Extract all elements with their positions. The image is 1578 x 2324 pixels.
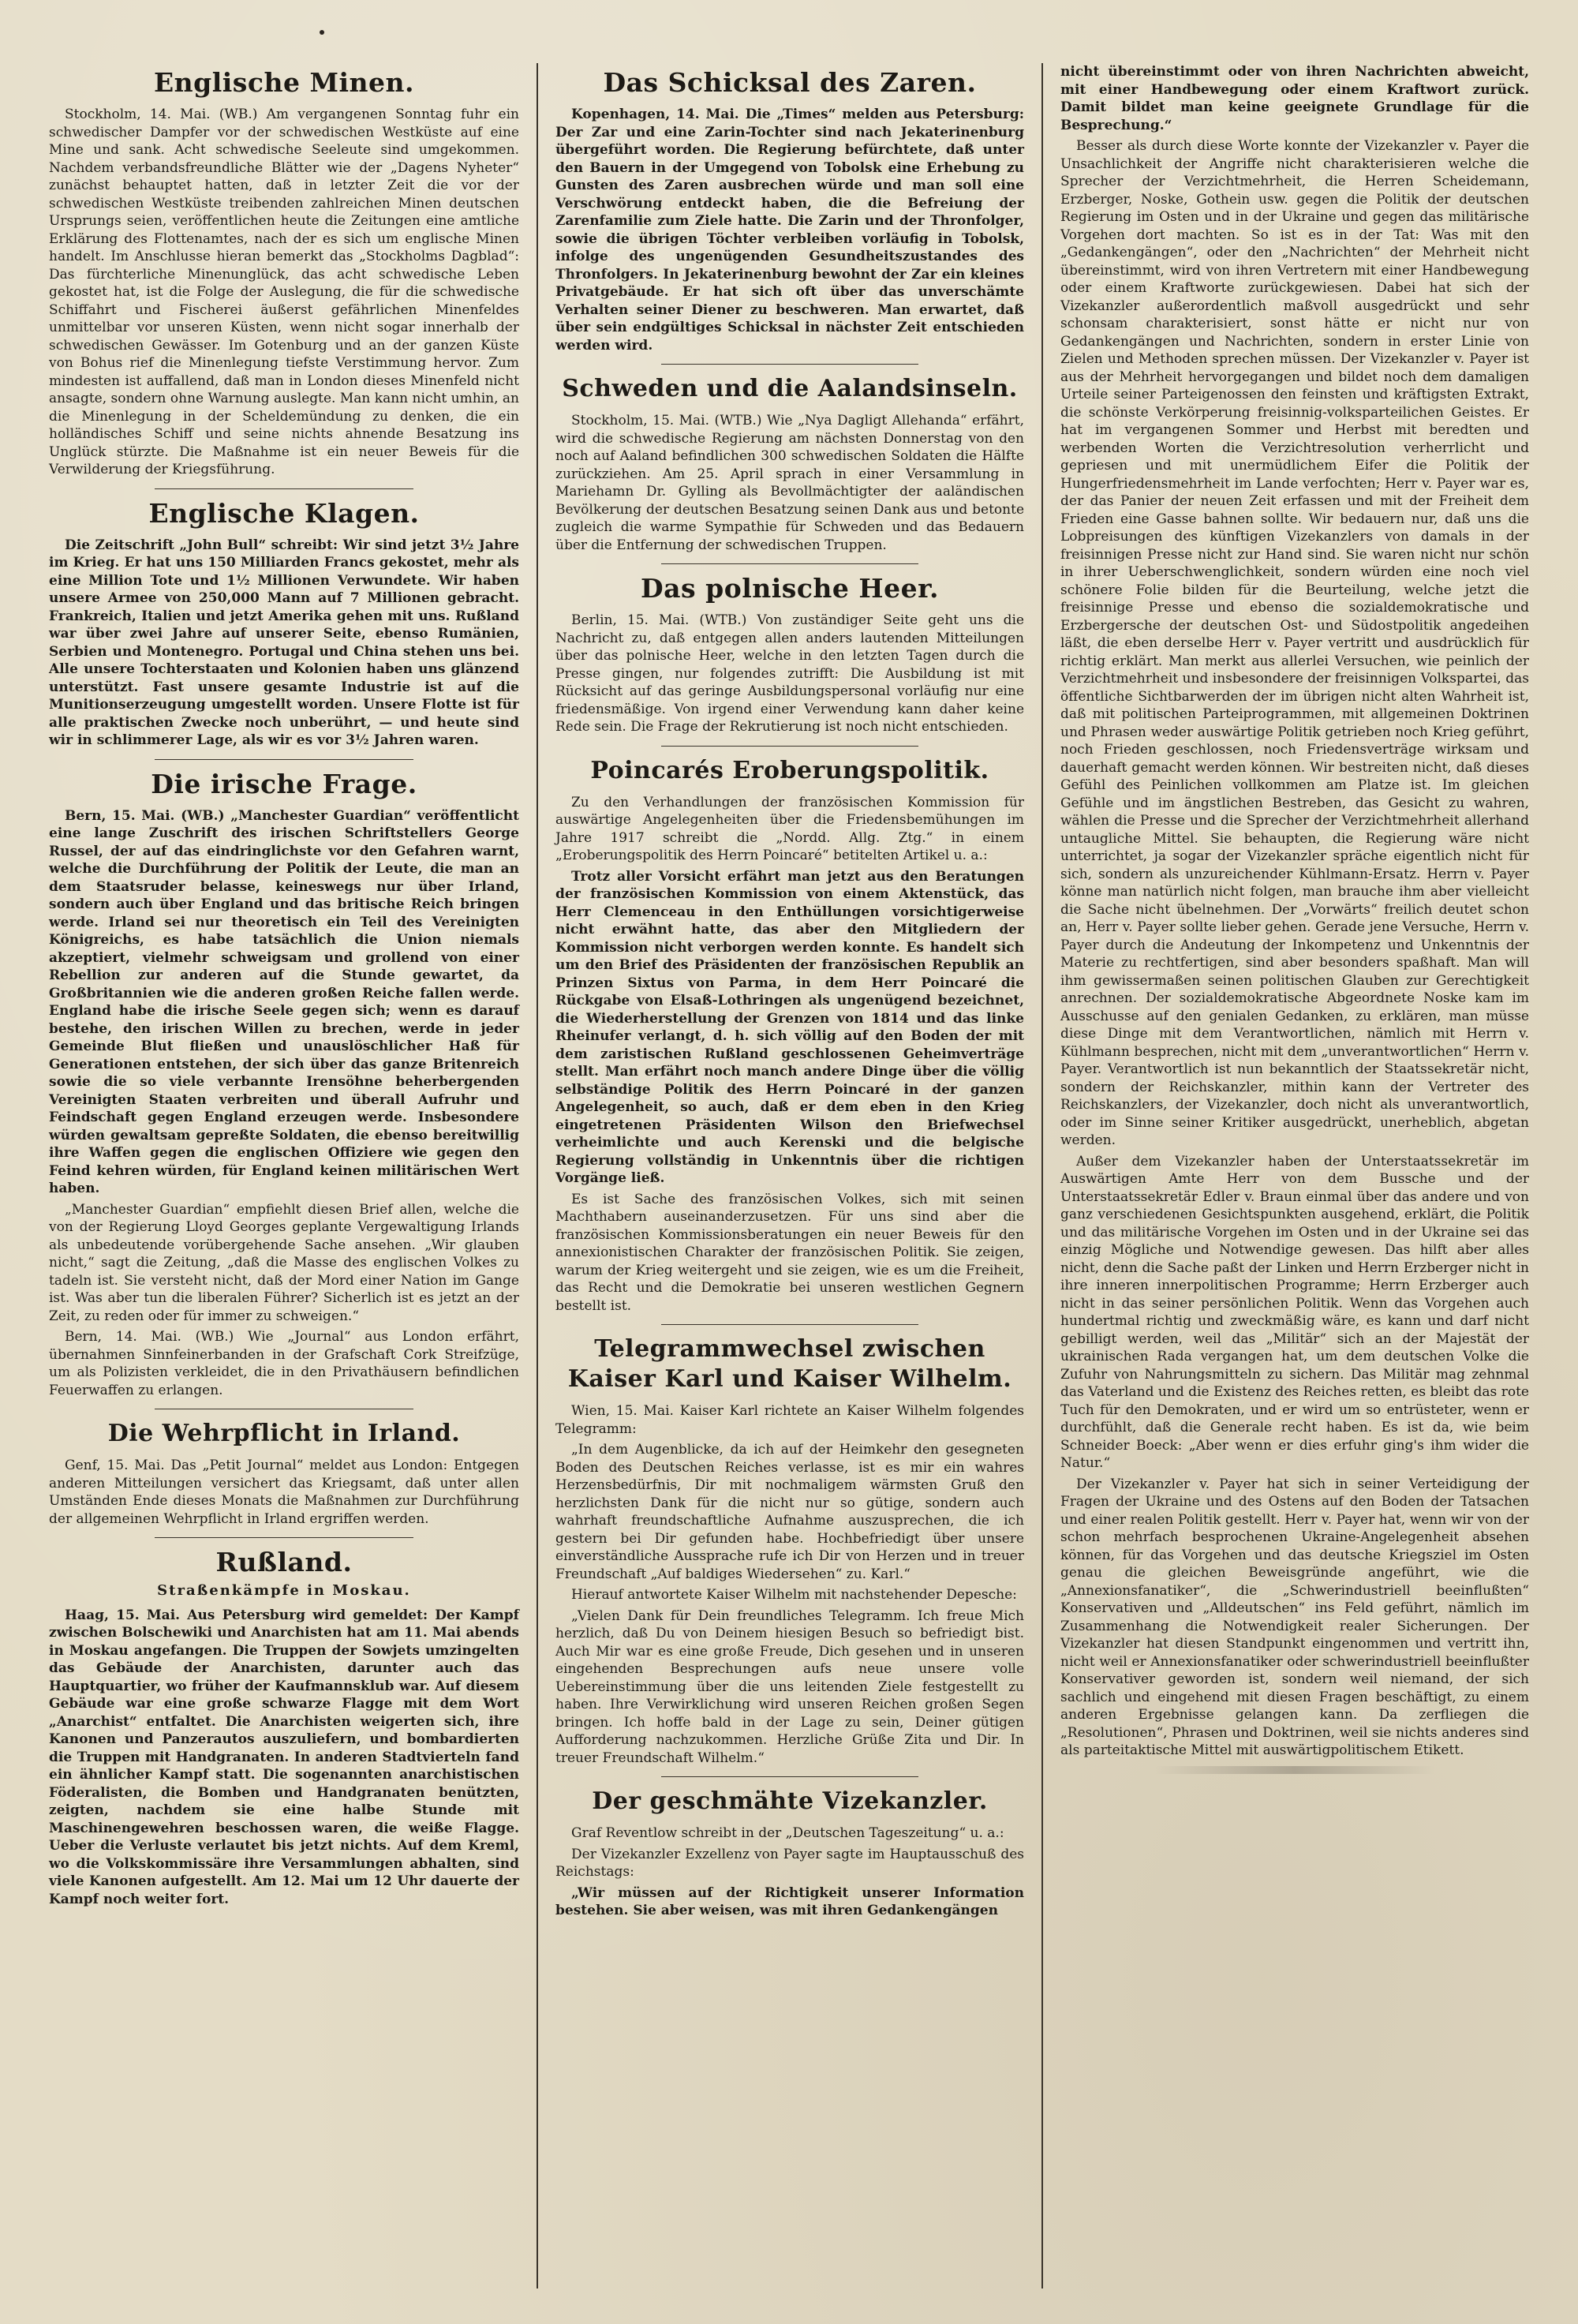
article-polnische-heer <box>555 612 1024 736</box>
printer-mark <box>320 30 324 35</box>
paragraph: „Vielen Dank für Dein freundliches Telegramm. Ich freue Mich herzlich, daß Du von Deinem hiesigen Besuch so befriedigt bist. Auch Mir war es eine große Freude, Dich gesehen und in unseren eingehenden Besprechungen aufs neue unsere volle Uebereinstimmung über die uns leitenden Ziele festgestellt zu haben. Ihre Verwirklichung wird unseren Reichen großen Segen bringen. Ich hoffe bald in der Lage zu sein, Deiner gütigen Aufforderung nachzukommen. Herzliche Grüße Zita und Dir. In treuer Freundschaft Wilhelm.“ <box>555 1607 1024 1766</box>
paragraph: Der Vizekanzler Exzellenz von Payer sagte im Hauptausschuß des Reichstags: <box>555 1846 1024 1880</box>
paragraph: Berlin, 15. Mai. (WTB.) Von zuständiger Seite geht uns die Nachricht zu, daß entgegen allen anders lautenden Mitteilungen über das polnische Heer, welche in den letzten Tagen durch die Presse gingen, nur folgendes zutrifft: Die Ausbildung ist mit Rücksicht auf das geringe Ausbildungspersonal vorläufig nur eine friedensmäßige. Von irgend einer Verwendung kann daher keine Rede sein. Die Frage der Rekrutierung ist noch nicht entschieden. <box>555 612 1024 735</box>
paragraph: Die Zeitschrift „John Bull“ schreibt: Wir sind jetzt 3½ Jahre im Krieg. Er hat uns 150 Milliarden Francs gekostet, mehr als eine Million Tote und 1½ Millionen Verwundete. Wir haben unsere Armee von 250,000 Mann auf 7 Millionen gebracht. Frankreich, Italien und jetzt Amerika gehen mit uns. Rußland war über zwei Jahre auf unserer Seite, ebenso Rumänien, Serbien und Montenegro. Portugal und China stehen uns bei. Alle unsere Tochterstaaten und Kolonien haben uns glänzend unterstützt. Fast unsere gesamte Industrie ist auf die Munitionserzeugung umgestellt worden. Unsere Flotte ist für alle praktischen Zwecke noch unberührt, — und heute sind wir in schlimmerer Lage, als wir es vor 3½ Jahren waren. <box>49 537 519 748</box>
article-telegrammwechsel <box>555 1402 1024 1767</box>
headline-poincare: Poincarés Eroberungspolitik. <box>590 756 989 784</box>
headline-schicksal-zaren: Das Schicksal des Zaren. <box>603 67 977 98</box>
article-vizekanzler-continued <box>1060 63 1529 1760</box>
separator <box>661 364 919 365</box>
headline-wehrpflicht-irland: Die Wehrpflicht in Irland. <box>107 1420 461 1447</box>
column-left <box>32 63 537 2288</box>
article-irische-frage <box>49 807 519 1400</box>
paragraph: nicht übereinstimmt oder von ihren Nachrichten abweicht, mit einer Handbewegung oder einem Kraftwort zurück. Damit bildet man keine geeignete Grundlage für die Besprechung.“ <box>1060 64 1529 133</box>
paragraph: Haag, 15. Mai. Aus Petersburg wird gemeldet: Der Kampf zwischen Bolschewiki und Anarchisten hat am 11. Mai abends in Moskau angefangen. Die Truppen der Sowjets umzingelten das Gebäude der Anarchisten, darunter auch das Hauptquartier, wo früher der Kaufmannsklub war. Auf diesem Gebäude war eine große schwarze Flagge mit dem Wort „Anarchist“ entfaltet. Die Anarchisten weigerten sich, ihre Kanonen und Panzerautos auszuliefern, und bombardierten die Truppen mit Handgranaten. In anderen Stadtvierteln fand ein ähnlicher Kampf statt. Die sogenannten anarchistischen Föderalisten, die Bomben und Handgranaten benützten, zeigten, nachdem sie eine halbe Stunde mit Maschinengewehren beschossen waren, die weiße Flagge. Ueber die Verluste verlautet bis jetzt nichts. Auf dem Kreml, wo die Volkskommissäre ihre Versammlungen abhalten, sind viele Kanonen aufgestellt. Am 12. Mai um 12 Uhr dauerte der Kampf noch weiter fort. <box>49 1607 519 1907</box>
article-wehrpflicht-irland <box>49 1457 519 1528</box>
article-englische-klagen <box>49 537 519 750</box>
separator <box>661 1776 919 1777</box>
column-layout <box>32 63 1546 2288</box>
column-middle <box>537 63 1041 2288</box>
paragraph: Stockholm, 15. Mai. (WTB.) Wie „Nya Dagligt Allehanda“ erfährt, wird die schwedische Regierung am nächsten Donnerstag von den noch auf Aaland befindlichen 300 schwedischen Soldaten die Hälfte zurückziehen. Am 25. April sprach in einer Versammlung in Mariehamn Dr. Gylling als Bevollmächtigter der aaländischen Bevölkerung der deutschen Besatzung seinen Dank aus und betonte zugleich die warme Sympathie für Schweden und das Bedauern über die Entfernung der schwedischen Truppen. <box>555 413 1024 553</box>
headline-vizekanzler: Der geschmähte Vizekanzler. <box>592 1787 988 1815</box>
paragraph: Zu den Verhandlungen der französischen Kommission für auswärtige Angelegenheiten über die Friedensbemühungen im Jahre 1917 schreibt die „Nordd. Allg. Ztg.“ in einem „Eroberungspolitik des Herrn Poincaré“ betitelten Artikel u. a.: <box>555 794 1024 863</box>
article-russland <box>49 1607 519 1909</box>
paragraph: Genf, 15. Mai. Das „Petit Journal“ meldet aus London: Entgegen anderen Mitteilungen versichert das Kriegsamt, daß unter allen Umständen Ende dieses Monats die Maßnahmen zur Durchführung der allgemeinen Wehrpflicht in Irland ergriffen werden. <box>49 1458 519 1527</box>
paragraph: Hierauf antwortete Kaiser Wilhelm mit nachstehender Depesche: <box>571 1587 1017 1603</box>
paragraph: Besser als durch diese Worte konnte der Vizekanzler v. Payer die Unsachlichkeit der Angriffe nicht charakterisieren welche die Sprecher der Verzichtmehrheit, die Herren Scheidemann, Erzberger, Noske, Gothein usw. gegen die Politik der deutschen Regierung im Osten und in der Ukraine und gegen das militärische Vorgehen dort machten. So ist es in der Tat: Was mit den „Gedankengängen“, oder den „Nachrichten“ der Mehrheit nicht übereinstimmt, wird von ihren Vertretern mit einer Handbewegung oder einem Kraftworte zurückgewiesen. Dabei hat sich der Vizekanzler außerordentlich maßvoll ausgedrückt und sehr schonsam charakterisiert, sonst hätte er nicht nur von Gedankengängen und Nachrichten, sondern in erster Linie von Zielen und Methoden sprechen müssen. Der Vizekanzler v. Payer ist aus der Mehrheit hervorgegangen und bildet noch dem damaligen Urteile seiner Parteigenossen den feinsten und kräftigsten Extrakt, die schönste Verkörperung freisinnig-volksparteilichen Geistes. Er hat im vergangenen Sommer und Herbst mit beredten und werbenden Worten die Verzichtresolution verherrlicht und gepriesen und mit unermüdlichem Eifer die Politik der Hungerfriedensmehrheit im Lande verfochten; Herr v. Payer war es, der das Panier der neuen Zeit erfassen und mit der Freiheit dem Frieden eine Gasse bahnen sollte. Wir bedauern nur, daß uns die Lobpreisungen des künftigen Vizekanzlers von damals in der freisinnigen Presse nicht zur Hand sind. Sie waren nicht nur schön in ihrer Ueberschwenglichkeit, sondern würden eine noch viel schönere Folie bilden für die Beurteilung, welche jetzt die freisinnige Presse und ebenso die sozialdemokratische und Erzbergersche der deutschen Ost- und Südostpolitik angedeihen läßt, die eben derselbe Herr v. Payer vertritt und ausdrücklich für richtig erklärt. Man merkt aus allerlei Versuchen, wie peinlich der Verzichtmehrheit und insbesondere der freisinnigen Volkspartei, das öffentliche Sichtbarwerden der im übrigen nicht alten Wahrheit ist, daß mit politischen Parteiprogrammen, mit allgemeinen Doktrinen und Phrasen weder auswärtige Politik getrieben noch Krieg geführt, noch Frieden geschlossen, noch Friedensverträge wirksam und dauerhaft gemacht werden können. Wir bestreiten nicht, daß dieses Gefühl des Peinlichen vollkommen am Platze ist. Im gleichen Gefühle und im ängstlichen Bestreben, das Gesicht zu wahren, wählen die Presse und die Sprecher der Verzichtmehrheit allerhand untaugliche Mittel. Sie behaupten, die Regierung wäre nicht unterrichtet, ja sogar der Vizekanzler spräche eigentlich nicht für sich, sondern als unzureichender Kühlmann-Ersatz. Herrn v. Payer könne man natürlich nicht folgen, man brauche ihm aber vielleicht die Sache nicht übelnehmen. Der „Vorwärts“ freilich deutet schon an, Herr v. Payer sollte lieber gehen. Gerade jene Versuche, Herrn v. Payer durch die Andeutung der Inkompetenz und Unkenntnis der Materie zu rechtfertigen, sind aber besonders spaßhaft. Man will ihm gewissermaßen seinen politischen Glauben zur Gerechtigkeit anrechnen. Der sozialdemokratische Abgeordnete Noske kam im Ausschusse auf den genialen Gedanken, zu erklären, man müsse diese Dinge mit dem Verantwortlichen, nämlich mit Herrn v. Kühlmann besprechen, nicht mit dem „unverantwortlichen“ Herrn v. Payer. Verantwortlich ist nun bekanntlich der Staatssekretär nicht, sondern der Reichskanzler, mithin kann der Vertreter des Reichskanzlers, der Vizekanzler, doch nicht als unverantwortlich, oder im Sinne seiner Kritiker ausgedrückt, unerheblich, abgetan werden. <box>1060 138 1529 1148</box>
headline-aalandsinseln: Schweden und die Aalandsinseln. <box>562 375 1018 402</box>
paragraph: Außer dem Vizekanzler haben der Unterstaatssekretär im Auswärtigen Amte Herr von dem Bussche und der Unterstaatssekretär Edler v. Braun einmal über das andere und von ganz verschiedenen Gesichtspunkten ausgehend, erklärt, die Politik und das militärische Vorgehen im Osten und in der Ukraine sei das einzig Mögliche und Notwendige gewesen. Das hilft aber alles nicht, denn die Sache paßt der Linken und Herrn Erzberger nicht in ihre inneren innerpolitischen Programme; Herrn Erzberger auch nicht in das seiner persönlichen Politik. Wenn das Vorgehen auch hundertmal richtig und zweckmäßig wäre, es kann und darf nicht gebilligt werden, weil das „Militär“ sich an der Majestät der ukrainischen Rada vergangen hat, um dem deutschen Volke die Zufuhr von Nahrungsmitteln zu sichern. Das Militär mag zehnmal das Vaterland und die Existenz des Reiches retten, es bleibt das rote Tuch für den Demokraten, und er wird um so entrüsteter, wenn er durchfühlt, daß die Generale recht haben. Es ist da, wie beim Schneider Boeck: „Aber wenn er dies erfuhr ging's ihm wider die Natur.“ <box>1060 1153 1529 1471</box>
article-aalandsinseln <box>555 412 1024 554</box>
headline-englische-minen: Englische Minen. <box>154 67 414 98</box>
paragraph: „Manchester Guardian“ empfiehlt diesen Brief allen, welche die von der Regierung Lloyd Georges geplante Vergewaltigung Irlands als unbedeutende vorübergehende Sache ansehen. „Wir glauben nicht,“ sagt die Zeitung, „daß die Masse des englischen Volkes zu tadeln ist. Sie versteht nicht, daß der Mord einer Nation im Gange ist. Was aber tun die liberalen Führer? Sicherlich ist es jetzt an der Zeit, zu reden oder für immer zu schweigen.“ <box>49 1201 519 1324</box>
article-englische-minen <box>49 106 519 479</box>
separator <box>155 1537 413 1538</box>
paragraph: Kopenhagen, 14. Mai. Die „Times“ melden aus Petersburg: Der Zar und eine Zarin-Tochter sind nach Jekaterinenburg übergeführt worden. Die Regierung befürchtete, daß unter den Bauern in der Umgegend von Tobolsk eine Erhebung zu Gunsten des Zaren ausbrechen würde und man soll eine Verschwörung entdeckt haben, die die Befreiung der Zarenfamilie zum Ziele hatte. Die Zarin und der Thronfolger, sowie die übrigen Töchter verbleiben vorläufig in Tobolsk, infolge des ungenügenden Gesundheitszustandes des Thronfolgers. In Jekaterinenburg bewohnt der Zar ein kleines Privatgebäude. Er hat sich oft über das unverschämte Verhalten seiner Diener zu beschweren. Man erwartet, daß über sein endgültiges Schicksal in nächster Zeit entschieden werden wird. <box>555 107 1024 354</box>
paragraph: „Wir müssen auf der Richtigkeit unserer Information bestehen. Sie aber weisen, was mit ihren Gedankengängen <box>555 1884 1024 1918</box>
paragraph: Graf Reventlow schreibt in der „Deutschen Tageszeitung“ u. a.: <box>571 1825 1004 1841</box>
headline-polnische-heer: Das polnische Heer. <box>641 573 939 604</box>
paragraph: Wien, 15. Mai. Kaiser Karl richtete an Kaiser Wilhelm folgendes Telegramm: <box>555 1403 1024 1437</box>
paragraph: Stockholm, 14. Mai. (WB.) Am vergangenen Sonntag fuhr ein schwedischer Dampfer vor der schwedischen Westküste auf eine Mine und sank. Acht schwedische Seeleute sind umgekommen. Nachdem verbandsfreundliche Blätter wie der „Dagens Nyheter“ zunächst behauptet hatten, daß in letzter Zeit die vor der schwedischen Westküste treibenden zahlreichen Minen deutschen Ursprungs seien, veröffentlichen heute die Zeitungen eine amtliche Erklärung des Flottenamtes, nach der es sich um englische Minen handelt. Im Anschlusse hieran bemerkt das „Stockholms Dagblad“: Das fürchterliche Minenunglück, das acht schwedische Leben gekostet hat, ist die Folge der Auslegung, die für die schwedische Schiffahrt und Fischerei äußerst gefährlichen Minenfeldes unmittelbar vor unseren Küsten, wenn nicht sogar innerhalb der schwedischen Gewässer. Im Gotenburg und an der ganzen Küste von Bohus rief die Minenlegung tiefste Verstimmung hervor. Zum mindesten ist auffallend, daß man in London dieses Minenfeld nicht ansagte, sondern ohne Warnung auslegte. Man kann nicht umhin, an die Minenlegung in der Scheldemündung zu denken, die ein holländisches Schiff und seine nichts ahnende Besatzung ins Unglück stürzte. Die Maßnahme ist ein neuer Beweis für die Verwilderung der Kriegsführung. <box>49 107 519 477</box>
paragraph: Bern, 15. Mai. (WB.) „Manchester Guardian“ veröffentlicht eine lange Zuschrift des irischen Schriftstellers George Russel, der auf das eindringlichste vor den Gefahren warnt, welche die Durchführung der Politik der Leute, die man an dem Staatsruder belasse, keineswegs nur über Irland, sondern auch über England und das britische Reich bringen werde. Irland sei nur theoretisch ein Teil des Vereinigten Königreichs, es habe tatsächlich die Union niemals akzeptiert, vielmehr schweigsam und grollend von einer Rebellion zur anderen auf die Stunde gewartet, da Großbritannien wie die anderen großen Reiche fallen werde. England habe die irische Seele gegen sich; wenn es darauf bestehe, den irischen Willen zu brechen, werde in jeder Gemeinde Blut fließen und unauslöschlicher Haß für Generationen entstehen, der sich über das ganze Britenreich sowie die so viele verbannte Irensöhne beherbergenden Vereinigten Staaten verbreiten und überall Aufruhr und Feindschaft gegen England erzeugen werde. Insbesondere würden gewaltsam gepreßte Soldaten, die ebenso bereitwillig ihre Waffen gegen die englischen Offiziere wie gegen den Feind kehren würden, für England keinen militärischen Wert haben. <box>49 807 519 1196</box>
separator <box>661 746 919 747</box>
separator <box>155 759 413 760</box>
article-schicksal-zaren <box>555 106 1024 354</box>
separator <box>155 488 413 489</box>
headline-englische-klagen: Englische Klagen. <box>148 497 420 529</box>
article-vizekanzler <box>555 1824 1024 1920</box>
paragraph: Es ist Sache des französischen Volkes, sich mit seinen Machthabern auseinanderzusetzen. Für uns sind aber die französischen Kommissionsberatungen ein neuer Beweis für den annexionistischen Charakter der französischen Politik. Sie zeigen, warum der Krieg weitergeht und sie zeigen, wie es um die Freiheit, das Recht und die Demokratie bei unseren westlichen Gegnern bestellt ist. <box>555 1191 1024 1314</box>
headline-irische-frage: Die irische Frage. <box>151 768 417 799</box>
paragraph: Trotz aller Vorsicht erfährt man jetzt aus den Beratungen der französischen Kommission von einem Aktenstück, das Herr Clemenceau in den Enthüllungen vorsichtigerweise nicht erwähnt hatte, das aber den Mitgliedern der Kommission nicht verborgen werden konnte. Es handelt sich um den Brief des Präsidenten der französischen Republik an Prinzen Sixtus von Parma, in dem Herr Poincaré die Rückgabe von Elsaß-Lothringen als ungenügend bezeichnet, die Wiederherstellung der Grenzen von 1814 und das linke Rheinufer verlangt, d. h. sich völlig auf den Boden der mit dem zaristischen Rußland geschlossenen Geheimverträge stellt. Man erfährt noch manch andere Dinge über die völlig selbständige Politik des Herrn Poincaré in der ganzen Angelegenheit, so auch, daß er dem eben in den Krieg eingetretenen Präsidenten Wilson den Briefwechsel verheimlichte und auch Kerenski und die belgische Regierung vollständig in Unkenntnis über die richtigen Vorgänge ließ. <box>555 868 1024 1186</box>
ink-smudge <box>1154 1766 1435 1774</box>
headline-russland: Rußland. <box>215 1547 353 1577</box>
paragraph: Bern, 14. Mai. (WB.) Wie „Journal“ aus London erfährt, übernahmen Sinnfeinerbanden in der Grafschaft Cork Streifzüge, um als Polizisten verkleidet, die in den Privathäusern befindlichen Feuerwaffen zu erlangen. <box>49 1329 519 1398</box>
headline-telegrammwechsel: Telegrammwechsel zwischen Kaiser Karl und Kaiser Wilhelm. <box>567 1335 1012 1393</box>
paragraph: Der Vizekanzler v. Payer hat sich in seiner Verteidigung der Fragen der Ukraine und des Ostens auf den Boden der Tatsachen und einer realen Politik gestellt. Herr v. Payer hat, wenn wir von der schon mehrfach besprochenen Ukraine-Angelegenheit absehen können, für das Vorgehen und das deutsche Kriegsziel im Osten genau die gleichen Beweisgründe angeführt, wie die „Annexionsfanatiker“, die „Schwerindustriell beeinflußten“ Konservativen und „Alldeutschen“ ins Feld geführt, nämlich im Zusammenhang die Notwendigkeit realer Sicherungen. Der Vizekanzler hat diesen Standpunkt eingenommen und vertritt ihn, nicht weil er Annexionsfanatiker oder schwerindustriell beeinflußter Konservativer geworden ist, sondern weil niemand, der sich sachlich und eingehend mit diesen Fragen beschäftigt, zu einem anderen Ergebnisse gelangen kann. Da zerfliegen die „Resolutionen“, Phrasen und Doktrinen, weil sie nichts anderes sind als parteitaktische Mittel mit auswärtigpolitischem Etikett. <box>1060 1476 1529 1758</box>
article-poincare <box>555 794 1024 1315</box>
subheadline-strassenkaempfe: Straßenkämpfe in Moskau. <box>157 1582 411 1599</box>
column-right <box>1041 63 1546 2288</box>
separator <box>661 1324 919 1325</box>
paragraph: „In dem Augenblicke, da ich auf der Heimkehr den gesegneten Boden des Deutschen Reiches verlasse, ist es mir ein wahres Herzensbedürfnis, Dir mit nochmaligem wärmsten Gruß den herzlichsten Dank für die nicht nur so gütige, sondern auch wahrhaft freundschaftliche Aufnahme auszusprechen, die ich gestern bei Dir gefunden habe. Hochbefriedigt über unsere einverständliche Aussprache rufe ich Dir von Herzen und in treuer Freundschaft „Auf baldiges Wiedersehen“ zu. Karl.“ <box>555 1442 1024 1582</box>
separator <box>661 563 919 564</box>
